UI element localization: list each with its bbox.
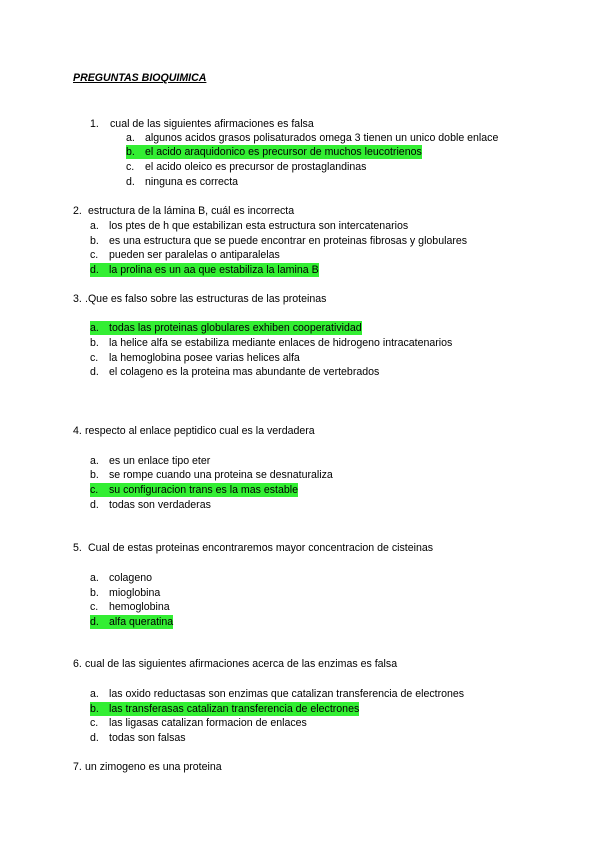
option-letter: c. <box>90 717 99 729</box>
question-5 <box>73 542 433 555</box>
option-text: todas las proteinas globulares exhiben cooperatividad <box>109 322 362 334</box>
question-1-option-b-highlighted <box>126 145 422 159</box>
question-1 <box>90 118 314 131</box>
option-text: las ligasas catalizan formacion de enlaces <box>109 717 307 729</box>
option-letter: b. <box>90 235 99 247</box>
option-letter: d. <box>90 732 99 744</box>
option-letter: d. <box>126 176 135 188</box>
option-text: algunos acidos grasos polisaturados omega 3 tienen un unico doble enlace <box>145 132 499 144</box>
option-letter: b. <box>126 146 135 158</box>
option-text: se rompe cuando una proteina se desnaturaliza <box>109 469 333 481</box>
option-letter: a. <box>90 572 99 584</box>
question-3-option-a-highlighted <box>90 321 362 335</box>
document-title: PREGUNTAS BIOQUIMICA <box>73 72 207 84</box>
question-3 <box>73 293 326 306</box>
option-letter: a. <box>90 220 99 232</box>
option-letter: a. <box>126 132 135 144</box>
option-letter: b. <box>90 469 99 481</box>
question-number: 2. <box>73 205 82 217</box>
option-letter: c. <box>90 352 99 364</box>
option-text: mioglobina <box>109 587 161 599</box>
option-text: hemoglobina <box>109 601 170 613</box>
question-2 <box>73 205 294 218</box>
option-letter: b. <box>90 587 99 599</box>
question-text: cual de las siguientes afirmaciones es falsa <box>110 118 314 130</box>
question-number: 7. <box>73 761 82 773</box>
option-text: la hemoglobina posee varias helices alfa <box>109 352 300 364</box>
option-text: es una estructura que se puede encontrar en proteinas fibrosas y globulares <box>109 235 468 247</box>
question-5-option-c <box>90 600 170 614</box>
question-text: un zimogeno es una proteina <box>85 761 222 773</box>
question-2-option-b <box>90 234 467 248</box>
option-letter: d. <box>90 499 99 511</box>
option-letter: c. <box>90 484 99 496</box>
question-3-option-c <box>90 351 300 365</box>
question-4 <box>73 425 315 438</box>
question-3-option-b <box>90 336 452 350</box>
option-text: las transferasas catalizan transferencia de electrones <box>109 703 360 715</box>
option-text: la prolina es un aa que estabiliza la lamina B <box>109 264 319 276</box>
question-text: .Que es falso sobre las estructuras de las proteinas <box>85 293 327 305</box>
option-text: ninguna es correcta <box>145 176 239 188</box>
option-text: todas son verdaderas <box>109 499 211 511</box>
option-letter: c. <box>90 601 99 613</box>
question-text: cual de las siguientes afirmaciones acerca de las enzimas es falsa <box>85 658 398 670</box>
option-letter: d. <box>90 366 99 378</box>
question-text: estructura de la lámina B, cuál es incorrecta <box>88 205 295 217</box>
option-text: su configuracion trans es la mas estable <box>109 484 299 496</box>
question-text: Cual de estas proteinas encontraremos mayor concentracion de cisteinas <box>88 542 434 554</box>
option-text: los ptes de h que estabilizan esta estructura son intercatenarios <box>109 220 409 232</box>
question-5-option-d-highlighted <box>90 615 173 629</box>
question-text: respecto al enlace peptidico cual es la verdadera <box>85 425 315 437</box>
question-number: 4. <box>73 425 82 437</box>
question-7 <box>73 761 222 774</box>
question-6-option-a <box>90 687 464 701</box>
question-1-option-d <box>126 175 238 189</box>
option-text: alfa queratina <box>109 616 174 628</box>
question-2-option-d-highlighted <box>90 263 319 277</box>
question-6-option-d <box>90 731 186 745</box>
option-letter: a. <box>90 688 99 700</box>
option-letter: b. <box>90 337 99 349</box>
question-number: 1. <box>90 118 99 130</box>
option-text: el colageno es la proteina mas abundante de vertebrados <box>109 366 380 378</box>
question-4-option-a <box>90 454 210 468</box>
option-text: es un enlace tipo eter <box>109 455 211 467</box>
option-letter: b. <box>90 703 99 715</box>
question-3-option-d <box>90 365 379 379</box>
question-1-option-c <box>126 160 366 174</box>
question-2-option-a <box>90 219 408 233</box>
question-6-option-b-highlighted <box>90 702 359 716</box>
option-letter: c. <box>90 249 99 261</box>
option-letter: a. <box>90 455 99 467</box>
option-letter: d. <box>90 616 99 628</box>
question-6-option-c <box>90 716 307 730</box>
question-2-option-c <box>90 248 280 262</box>
option-text: pueden ser paralelas o antiparalelas <box>109 249 280 261</box>
question-4-option-d <box>90 498 211 512</box>
question-5-option-a <box>90 571 152 585</box>
option-text: las oxido reductasas son enzimas que catalizan transferencia de electrones <box>109 688 465 700</box>
option-text: todas son falsas <box>109 732 186 744</box>
question-number: 3. <box>73 293 82 305</box>
question-1-option-a <box>126 131 498 145</box>
option-letter: a. <box>90 322 99 334</box>
question-5-option-b <box>90 586 160 600</box>
question-number: 5. <box>73 542 82 554</box>
option-text: la helice alfa se estabiliza mediante enlaces de hidrogeno intracatenarios <box>109 337 453 349</box>
option-text: colageno <box>109 572 153 584</box>
question-6 <box>73 658 397 671</box>
option-letter: c. <box>126 161 135 173</box>
question-4-option-b <box>90 468 333 482</box>
option-text: el acido oleico es precursor de prostaglandinas <box>145 161 367 173</box>
question-4-option-c-highlighted <box>90 483 298 497</box>
question-number: 6. <box>73 658 82 670</box>
option-text: el acido araquidonico es precursor de muchos leucotrienos <box>145 146 422 158</box>
option-letter: d. <box>90 264 99 276</box>
